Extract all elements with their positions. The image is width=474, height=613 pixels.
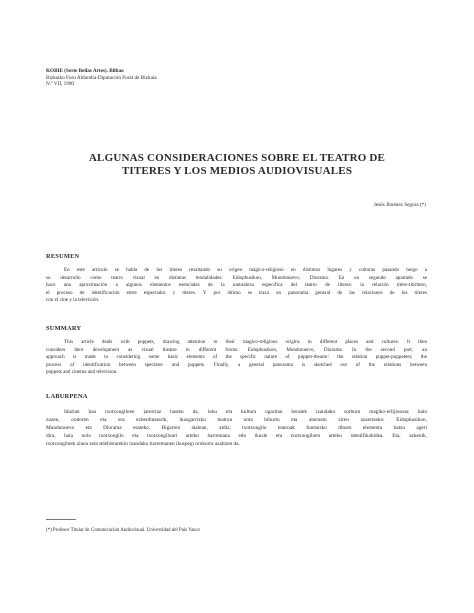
author-name: Jesús Jiménez Segura (*) bbox=[373, 202, 426, 208]
footnote: (*) Profesor Titular de Comunicación Audiovisual. Universidad del País Vasco bbox=[46, 528, 200, 533]
laburpena-line: dira, hala nola txotxongilo eta txotxongiloari arteko harremana edo ikusle eta txotxongiloen arteko identifikabidea. Eta, azkenik, bbox=[46, 433, 427, 439]
summary-line: This article deals with puppets, drawing attention to their magico-religious origins in different places and cultures. It then bbox=[64, 339, 427, 345]
summary-paragraph bbox=[46, 339, 427, 377]
issue-number: N.º VII, 1990 bbox=[46, 81, 75, 88]
laburpena-line: txotxongiloek zinea zein telebistarekin izandako harremanen ikuspegi orokorra azaltzen da. bbox=[46, 441, 240, 447]
resumen-paragraph bbox=[46, 267, 427, 305]
summary-heading: SUMMARY bbox=[46, 325, 82, 332]
footnote-divider bbox=[46, 519, 76, 520]
laburpena-paragraph bbox=[46, 408, 427, 448]
resumen-line: En este artículo se habla de los títeres resaltando su origen mágico-religioso en distintos lugares y culturas pasando luego a bbox=[64, 267, 427, 273]
laburpena-line: zuzen, ondoren eta era ezberdinetarik, ikusgarrizko teatroa nola bihurtu eta aberastu ziren azaertzeko: Eidophusikon, bbox=[46, 417, 427, 423]
title-line-2: TITERES Y LOS MEDIOS AUDIOVISUALES bbox=[121, 165, 353, 177]
summary-line: approach is made to considering some basic elements of the specific nature of puppet-theatre: the relation puppet-puppeteer, the bbox=[46, 354, 427, 361]
summary-line: puppets and cinema and television. bbox=[46, 369, 118, 376]
laburpena-line: Idazlan hau txotxongiloen jatorriaz hasten da, leku eta kultura ugaritan beraiek izandako sorburu magiko-erlijiosoaz hain bbox=[64, 409, 427, 415]
journal-name: KOBIE (Serie Bellas Artes). Bilbao bbox=[46, 68, 124, 74]
laburpena-heading: LABURPENA bbox=[46, 393, 88, 400]
publisher-name: Bizkaiko Foru Aldundia-Diputación Foral de Bizkaia bbox=[46, 74, 157, 81]
resumen-line: hace una aproximación a algunos elementos esenciales de la naturaleza específica del teatro de títeres: la relación títere-titiritero, bbox=[46, 282, 427, 289]
resumen-line: el proceso de identificación entre espectador y títeres. Y por último se traza un panorama general de las relaciones de los títeres bbox=[46, 289, 427, 296]
resumen-line: con el cine y la televisión. bbox=[46, 297, 100, 304]
title-line-1: ALGUNAS CONSIDERACIONES SOBRE EL TEATRO DE bbox=[88, 152, 386, 164]
resumen-line: su desarrollo como teatro visual en distintas modalidades: Eidophusikon, Mundonuevo, Diorama. En un segundo apartado se bbox=[46, 274, 427, 281]
summary-line: process of identification between spectator and puppets. Finally, a general panorama is sketched out of the relations between bbox=[46, 361, 427, 368]
article-title bbox=[0, 152, 474, 178]
summary-line: considers their development as visual theatre in different forms: Eidophusikon, Mundonuevo, Diorama. In the second part, an bbox=[46, 346, 427, 353]
laburpena-line: Mundonuevo eta Diorama esateko. Bigarren atalean, aldiz, txotxongilo teatroak funtsezko dituen elementu batzu ageri bbox=[46, 425, 427, 431]
journal-header bbox=[46, 68, 157, 88]
resumen-heading: RESUMEN bbox=[46, 253, 80, 260]
